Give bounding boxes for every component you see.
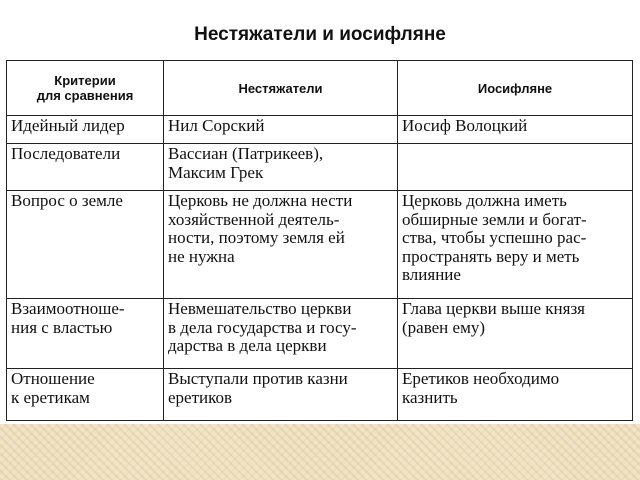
row-criterion: Взаимоотноше- ния с властью <box>7 299 164 369</box>
table-row <box>7 191 633 299</box>
row-nestyazhateli-cell: Невмешательство церкви в дела государства и госу- дарства в дела церкви <box>164 299 398 369</box>
row-iosiflyane-cell <box>398 144 633 191</box>
comparison-table <box>6 60 633 421</box>
row-nestyazhateli-cell: Нил Сорский <box>164 116 398 144</box>
row-criterion: Вопрос о земле <box>7 191 164 299</box>
table-row <box>7 369 633 421</box>
table-row <box>7 299 633 369</box>
row-criterion: Последователи <box>7 144 164 191</box>
table-row <box>7 116 633 144</box>
row-criterion: Отношение к еретикам <box>7 369 164 421</box>
row-nestyazhateli-cell: Церковь не должна нести хозяйственной деятель- ности, поэтому земля ей не нужна <box>164 191 398 299</box>
row-iosiflyane-cell: Иосиф Волоцкий <box>398 116 633 144</box>
table-row <box>7 144 633 191</box>
header-iosiflyane: Иосифляне <box>398 61 633 116</box>
header-nestyazhateli: Нестяжатели <box>164 61 398 116</box>
document-title: Нестяжатели и иосифляне <box>194 24 446 45</box>
row-iosiflyane-cell: Церковь должна иметь обширные земли и богат- ства, чтобы успешно рас- пространять веру и меть влияние <box>398 191 633 299</box>
row-nestyazhateli-cell: Вассиан (Патрикеев), Максим Грек <box>164 144 398 191</box>
table-header-row <box>7 61 633 116</box>
header-criteria: Критерии для сравнения <box>7 61 164 116</box>
row-criterion: Идейный лидер <box>7 116 164 144</box>
row-nestyazhateli-cell: Выступали против казни еретиков <box>164 369 398 421</box>
row-iosiflyane-cell: Глава церкви выше князя (равен ему) <box>398 299 633 369</box>
row-iosiflyane-cell: Еретиков необходимо казнить <box>398 369 633 421</box>
